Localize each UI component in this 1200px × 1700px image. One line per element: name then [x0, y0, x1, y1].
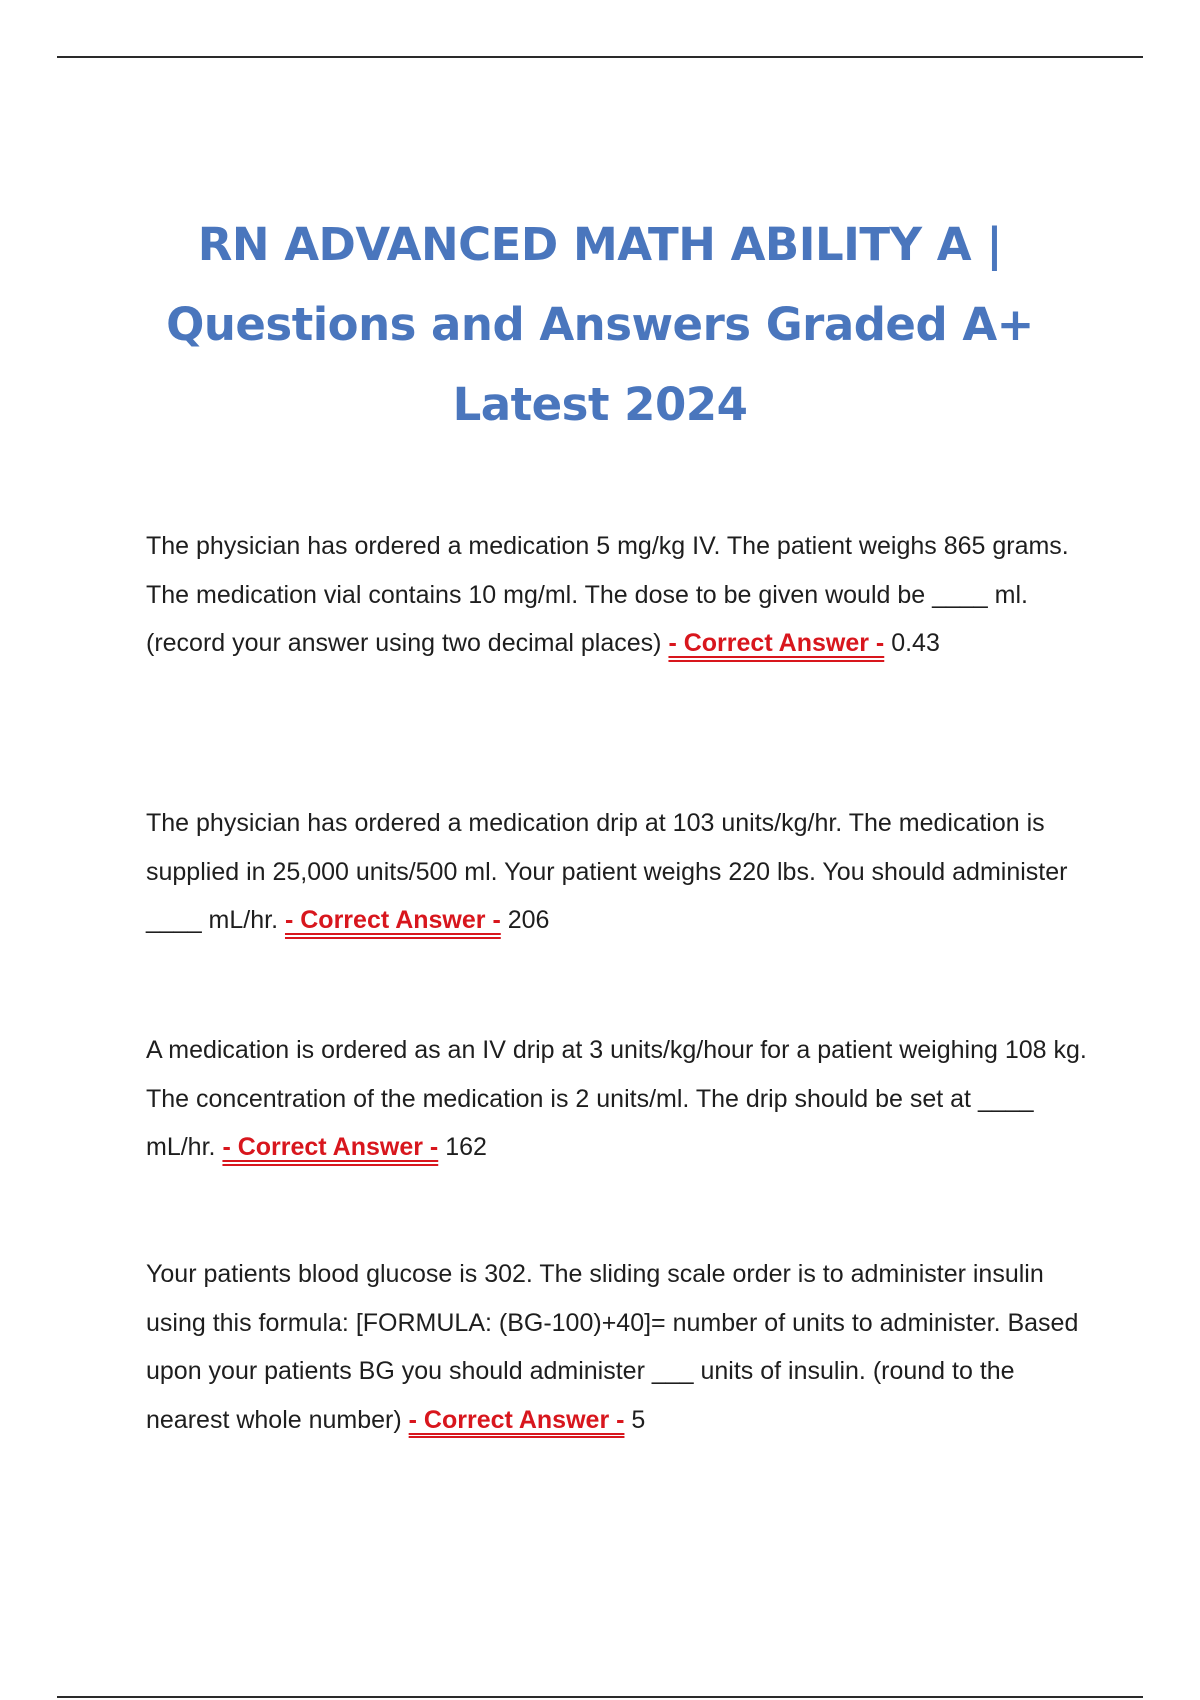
correct-answer-label: - Correct Answer - [284, 906, 501, 934]
answer-value: 0.43 [891, 629, 940, 657]
question-block-4 [146, 1250, 1091, 1444]
correct-answer-label: - Correct Answer - [408, 1405, 625, 1434]
question-text: The physician has ordered a medication drip at 103 units/kg/hr. The medication is supplied in 25,000 units/500 ml. Your patient weighs 220 lbs. You should administer ____ mL/hr. [146, 809, 1068, 934]
question-block-3 [146, 1026, 1091, 1172]
question-text: A medication is ordered as an IV drip at 3 units/kg/hour for a patient weighing 108 kg. The concentration of the medication is 2 units/ml. The drip should be set at ____ mL/hr. [146, 1036, 1087, 1161]
correct-answer-label: - Correct Answer - [222, 1133, 439, 1161]
bottom-rule [57, 1696, 1143, 1698]
document-title [100, 205, 1100, 445]
top-rule [57, 56, 1143, 58]
answer-value: 162 [445, 1133, 487, 1161]
title-line-2: Questions and Answers Graded A+ [166, 298, 1034, 351]
answer-value: 206 [507, 906, 550, 934]
question-block-1 [146, 522, 1091, 668]
title-line-3: Latest 2024 [452, 378, 748, 431]
correct-answer-label: - Correct Answer - [668, 629, 885, 657]
question-text: Your patients blood glucose is 302. The sliding scale order is to administer insulin using this formula: [FORMULA: (BG-100)+40]= number of units to administer. Based upon your patients BG you should administer ___ units of insulin. (round to the nearest whole number) [146, 1260, 1079, 1434]
answer-value: 5 [631, 1405, 646, 1434]
title-line-1: RN ADVANCED MATH ABILITY A | [197, 218, 1003, 271]
question-block-2 [146, 799, 1091, 945]
question-text: The physician has ordered a medication 5 mg/kg IV. The patient weighs 865 grams. The medication vial contains 10 mg/ml. The dose to be given would be ____ ml. (record your answer using two decimal places) [146, 532, 1069, 657]
